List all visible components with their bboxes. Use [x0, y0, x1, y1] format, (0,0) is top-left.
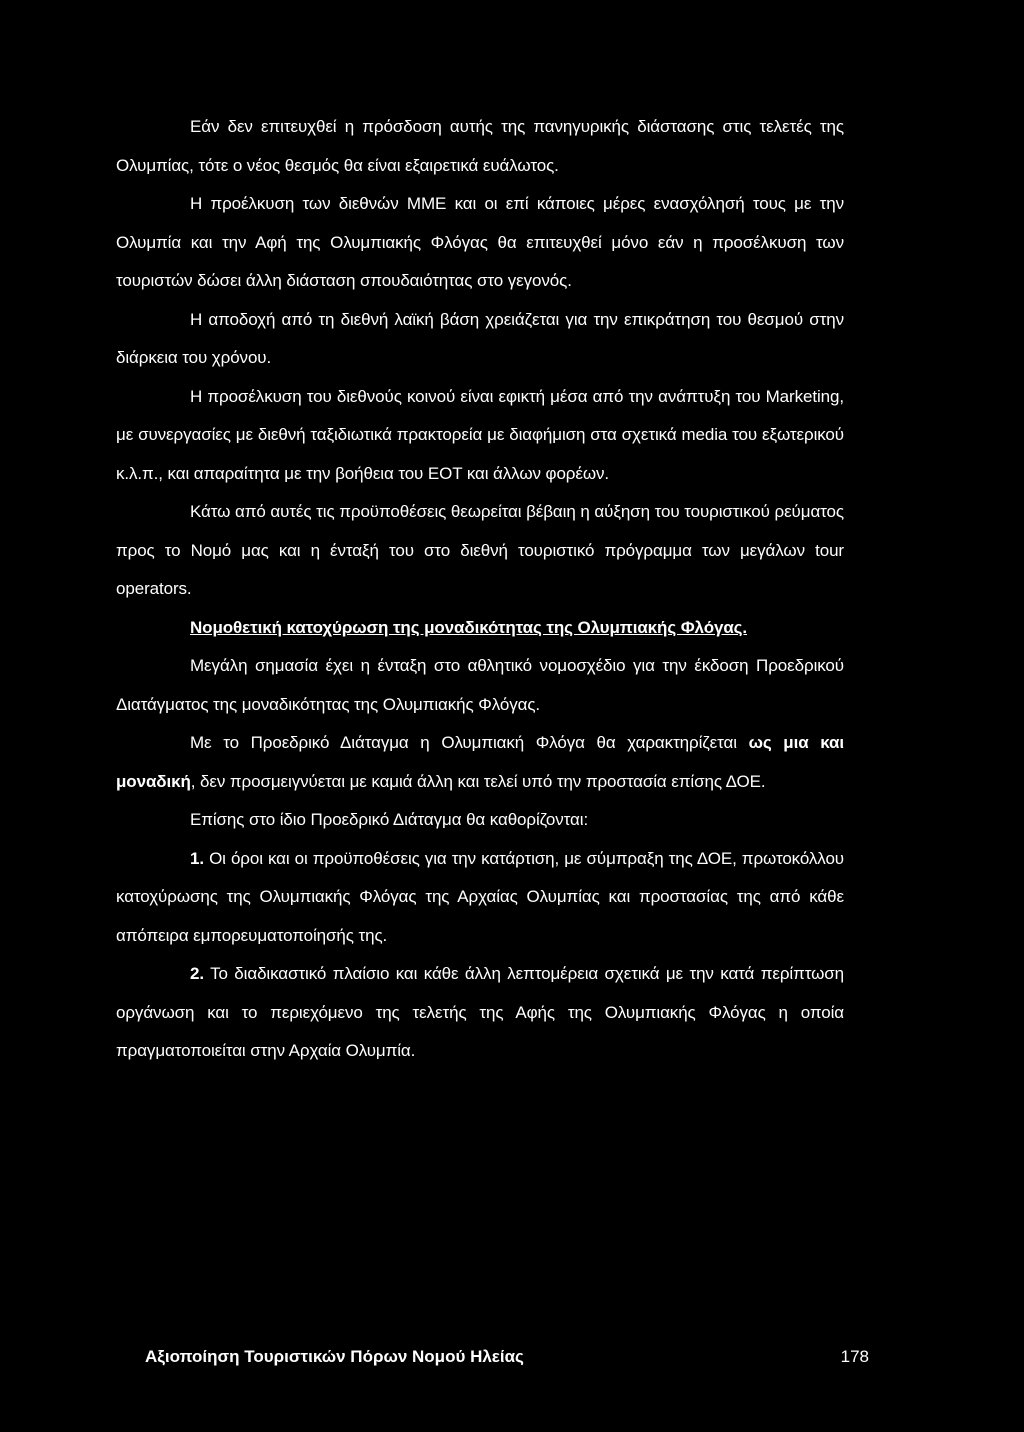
section-heading: Νομοθετική κατοχύρωση της μοναδικότητας της Ολυμπιακής Φλόγας. [190, 617, 748, 637]
paragraph-decree-provisions: Επίσης στο ίδιο Προεδρικό Διάταγμα θα καθορίζονται: [190, 810, 589, 829]
paragraph-ceremony-dimension: Εάν δεν επιτευχθεί η πρόσδοση αυτής της πανηγυρικής διάστασης στις τελετές της Ολυμπίας, τότε ο νέος θεσμός θα είναι εξαιρετικά ευάλωτος. [116, 117, 844, 175]
list-item-1-text: Οι όροι και οι προϋποθέσεις για την κατάρτιση, με σύμπραξη της ΔΟΕ, πρωτοκόλλου κατοχύρωσης της Ολυμπιακής Φλόγας της Αρχαίας Ολυμπίας και προστασίας της από κάθε απόπειρα εμπορευματοποίησής της. [116, 848, 844, 945]
list-item-2-number: 2. [190, 964, 204, 983]
footer-title: Αξιοποίηση Τουριστικών Πόρων Νομού Ηλείας [145, 1347, 524, 1366]
paragraph-tourism-growth: Κάτω από αυτές τις προϋποθέσεις θεωρείται βέβαιη η αύξηση του τουριστικού ρεύματος προς το Νομό μας και η ένταξή του στο διεθνή τουριστικό πρόγραμμα των μεγάλων tour operators. [116, 502, 844, 598]
page-footer [145, 1347, 869, 1367]
paragraph-decree-importance: Μεγάλη σημασία έχει η ένταξη στο αθλητικό νομοσχέδιο για την έκδοση Προεδρικού Διατάγματος της μοναδικότητας της Ολυμπιακής Φλόγας. [116, 656, 844, 714]
paragraph-public-acceptance: Η αποδοχή από τη διεθνή λαϊκή βάση χρειάζεται για την επικράτηση του θεσμού στην διάρκεια του χρόνου. [116, 309, 844, 367]
list-item-2 [116, 955, 844, 1071]
list-item-1-number: 1. [190, 848, 204, 868]
list-item-1 [116, 840, 844, 956]
decree-definition-emphasis: ως μια και μοναδική [116, 733, 844, 791]
paragraph-media-attraction: Η προέλκυση των διεθνών ΜΜΕ και οι επί κάποιες μέρες ενασχόλησή τους με την Ολυμπία και την Αφή της Ολυμπιακής Φλόγας θα επιτευχθεί μόνο εάν η προσέλκυση των τουριστών δώσει άλλη διάσταση σπουδαιότητας στο γεγονός. [116, 194, 844, 290]
paragraph-marketing: Η προσέλκυση του διεθνούς κοινού είναι εφικτή μέσα από την ανάπτυξη του Marketing, με συνεργασίες με διεθνή ταξιδιωτικά πρακτορεία με διαφήμιση στα σχετικά media του εξωτερικού κ.λ.π., και απαραίτητα με την βοήθεια του ΕΟΤ και άλλων φορέων. [116, 386, 844, 483]
document-body [116, 108, 844, 1071]
decree-definition-end: , δεν προσμειγνύεται με καμιά άλλη και τελεί υπό την προστασία επίσης ΔΟΕ. [190, 771, 766, 791]
paragraph-decree-definition [116, 724, 844, 801]
list-item-2-text: Το διαδικαστικό πλαίσιο και κάθε άλλη λεπτομέρεια σχετικά με την κατά περίπτωση οργάνωση και το περιεχόμενο της τελετής της Αφής της Ολυμπιακής Φλόγας η οποία πραγματοποιείται στην Αρχαία Ολυμπία. [116, 964, 844, 1060]
decree-definition-start: Με το Προεδρικό Διάταγμα η Ολυμπιακή Φλόγα θα χαρακτηρίζεται [190, 733, 749, 752]
page-number: 178 [840, 1347, 869, 1366]
